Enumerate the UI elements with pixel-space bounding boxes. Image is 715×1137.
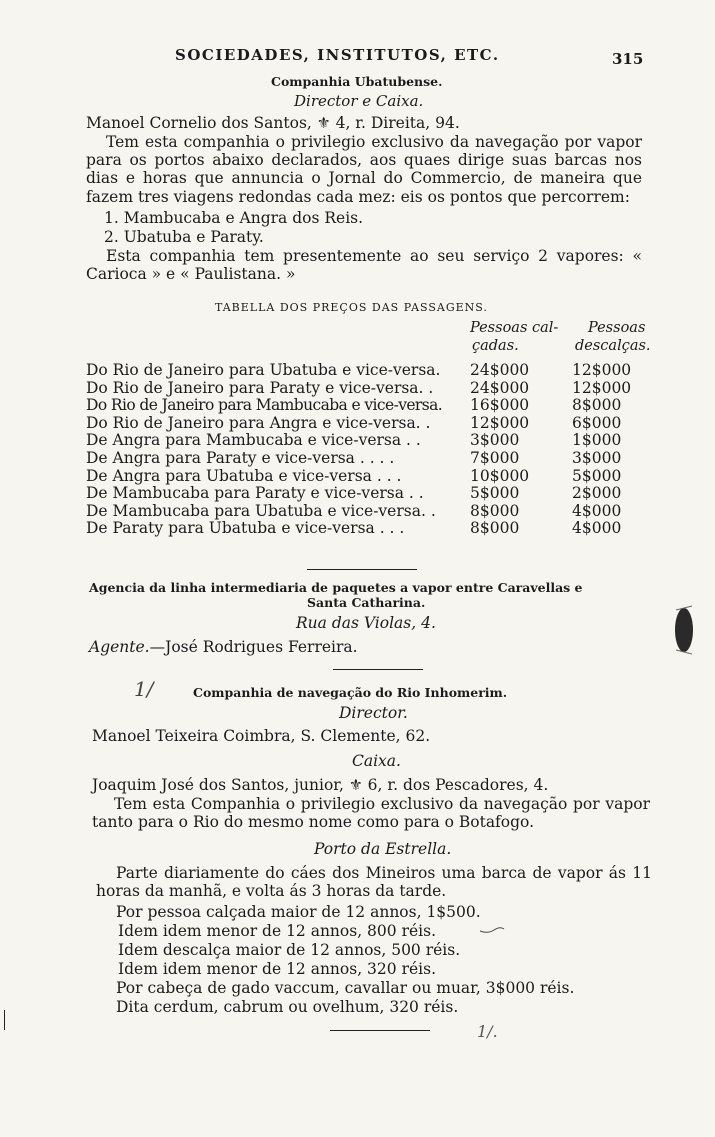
fare-calcadas: 7$000 [470,448,520,467]
price-line: Por cabeça de gado vaccum, cavallar ou muar, 3$000 réis. [116,979,575,997]
fare-calcadas: 3$000 [470,431,520,450]
binding-edge-mark [664,598,694,660]
pencil-mark [478,925,506,935]
fare-calcadas: 24$000 [470,361,530,379]
fare-calcadas: 16$000 [470,396,530,415]
route-item-1: 1. Mambucaba e Angra dos Reis. [104,209,364,227]
price-line: Por pessoa calçada maior de 12 annos, 1$500. [116,903,481,921]
table-row [86,468,652,486]
table-row [86,432,652,450]
section-heading-agencia: Agencia da linha intermediaria de paquetes a vapor entre Caravellas e [89,580,583,595]
end-handwritten-note: 1/. [477,1022,498,1041]
fare-route: De Angra para Ubatuba e vice-versa . . . [86,466,402,485]
schedule-paragraph: Parte diariamente do cáes dos Mineiros uma barca de vapor ás 11 horas da manhã, e volta ás 3 horas da tarde. [96,864,652,901]
section-divider [330,1030,430,1031]
fare-descalcas: 4$000 [572,501,622,520]
table-row [86,503,652,521]
table-row [86,380,652,398]
fare-calcadas: 12$000 [470,413,530,432]
fare-route: De Paraty para Ubatuba e vice-versa . . . [86,519,405,538]
fare-descalcas: 12$000 [572,378,632,397]
fare-calcadas: 10$000 [470,466,530,485]
director-label: Director. [339,704,408,722]
table-row [86,397,652,415]
section-divider [333,669,423,670]
fare-descalcas: 12$000 [572,361,632,379]
fare-descalcas: 1$000 [572,431,622,450]
vessels-paragraph: Esta companhia tem presentemente ao seu serviço 2 vapores: « Carioca » e « Paulistana. » [86,247,642,284]
fare-calcadas: 8$000 [470,519,520,538]
fares-table-title: TABELLA DOS PREÇOS DAS PASSAGENS. [215,301,488,314]
fare-descalcas: 2$000 [572,484,622,503]
col-header-calcadas-a: Pessoas cal- [470,320,559,336]
col-header-calcadas-b: çadas. [472,338,519,354]
agent-label: Agente. [89,638,150,656]
fare-descalcas: 8$000 [572,396,622,415]
section-heading-inhomerim: Companhia de navegação do Rio Inhomerim. [193,685,508,700]
caixa-line: Joaquim José dos Santos, junior, ⚜ 6, r. dos Pescadores, 4. [92,776,549,794]
fare-calcadas: 5$000 [470,484,520,503]
col-header-descalcas-a: Pessoas [588,320,646,336]
fare-route: De Mambucaba para Ubatuba e vice-versa. . [86,501,436,520]
running-header: SOCIEDADES, INSTITUTOS, ETC. [175,46,500,64]
fare-descalcas: 3$000 [572,448,622,467]
table-row [86,362,652,380]
role-label: Director e Caixa. [294,92,424,110]
col-header-descalcas-b: descalças. [575,338,651,354]
fare-route: De Angra para Mambucaba e vice-versa . . [86,431,421,450]
fare-descalcas: 4$000 [572,519,622,538]
fare-descalcas: 6$000 [572,413,622,432]
fare-route: De Angra para Paraty e vice-versa . . . . [86,448,395,467]
table-row [86,450,652,468]
section-divider [307,569,417,570]
fares-table [86,362,652,538]
section-heading-ubatubense: Companhia Ubatubense. [271,74,443,89]
caixa-label: Caixa. [352,752,401,770]
price-line: Idem descalça maior de 12 annos, 500 réis. [118,941,461,959]
page-number: 315 [612,50,644,68]
director-line: Manoel Cornelio dos Santos, ⚜ 4, r. Direita, 94. [86,114,460,132]
fare-route: Do Rio de Janeiro para Paraty e vice-versa. . [86,378,434,397]
price-line: Dita cerdum, cabrum ou ovelhum, 320 réis. [116,998,459,1016]
fare-route: Do Rio de Janeiro para Angra e vice-versa. . [86,413,431,432]
agencia-address: Rua das Violas, 4. [296,614,436,632]
price-line: Idem idem menor de 12 annos, 320 réis. [118,960,436,978]
route-item-2: 2. Ubatuba e Paraty. [104,228,264,246]
director-line: Manoel Teixeira Coimbra, S. Clemente, 62. [92,727,431,745]
section-heading-agencia-line2: Santa Catharina. [307,595,426,610]
fare-descalcas: 5$000 [572,466,622,485]
fare-route: De Mambucaba para Paraty e vice-versa . . [86,484,424,503]
porto-label: Porto da Estrella. [314,840,452,858]
fare-route: Do Rio de Janeiro para Mambucaba e vice-versa. [86,396,443,415]
table-row [86,520,652,538]
price-line: Idem idem menor de 12 annos, 800 réis. [118,922,436,940]
table-row [86,485,652,503]
company-description: Tem esta companhia o privilegio exclusivo da navegação por vapor para os portos abaixo declarados, aos quaes dirige suas barcas nos dias e horas que annuncia o Jornal do Commercio, de maneira que fazem tres viagens redondas cada mez: eis os pontos que percorrem: [86,133,642,206]
company-description: Tem esta Companhia o privilegio exclusivo da navegação por vapor tanto para o Rio do mesmo nome como para o Botafogo. [92,795,650,832]
agent-line [89,638,358,656]
margin-handwritten-note: 1/ [134,677,154,701]
table-row [86,415,652,433]
fare-calcadas: 24$000 [470,378,530,397]
margin-mark [4,1010,5,1030]
agent-name: —José Rodrigues Ferreira. [149,638,358,656]
fare-calcadas: 8$000 [470,501,520,520]
fare-route: Do Rio de Janeiro para Ubatuba e vice-versa. [86,361,441,379]
